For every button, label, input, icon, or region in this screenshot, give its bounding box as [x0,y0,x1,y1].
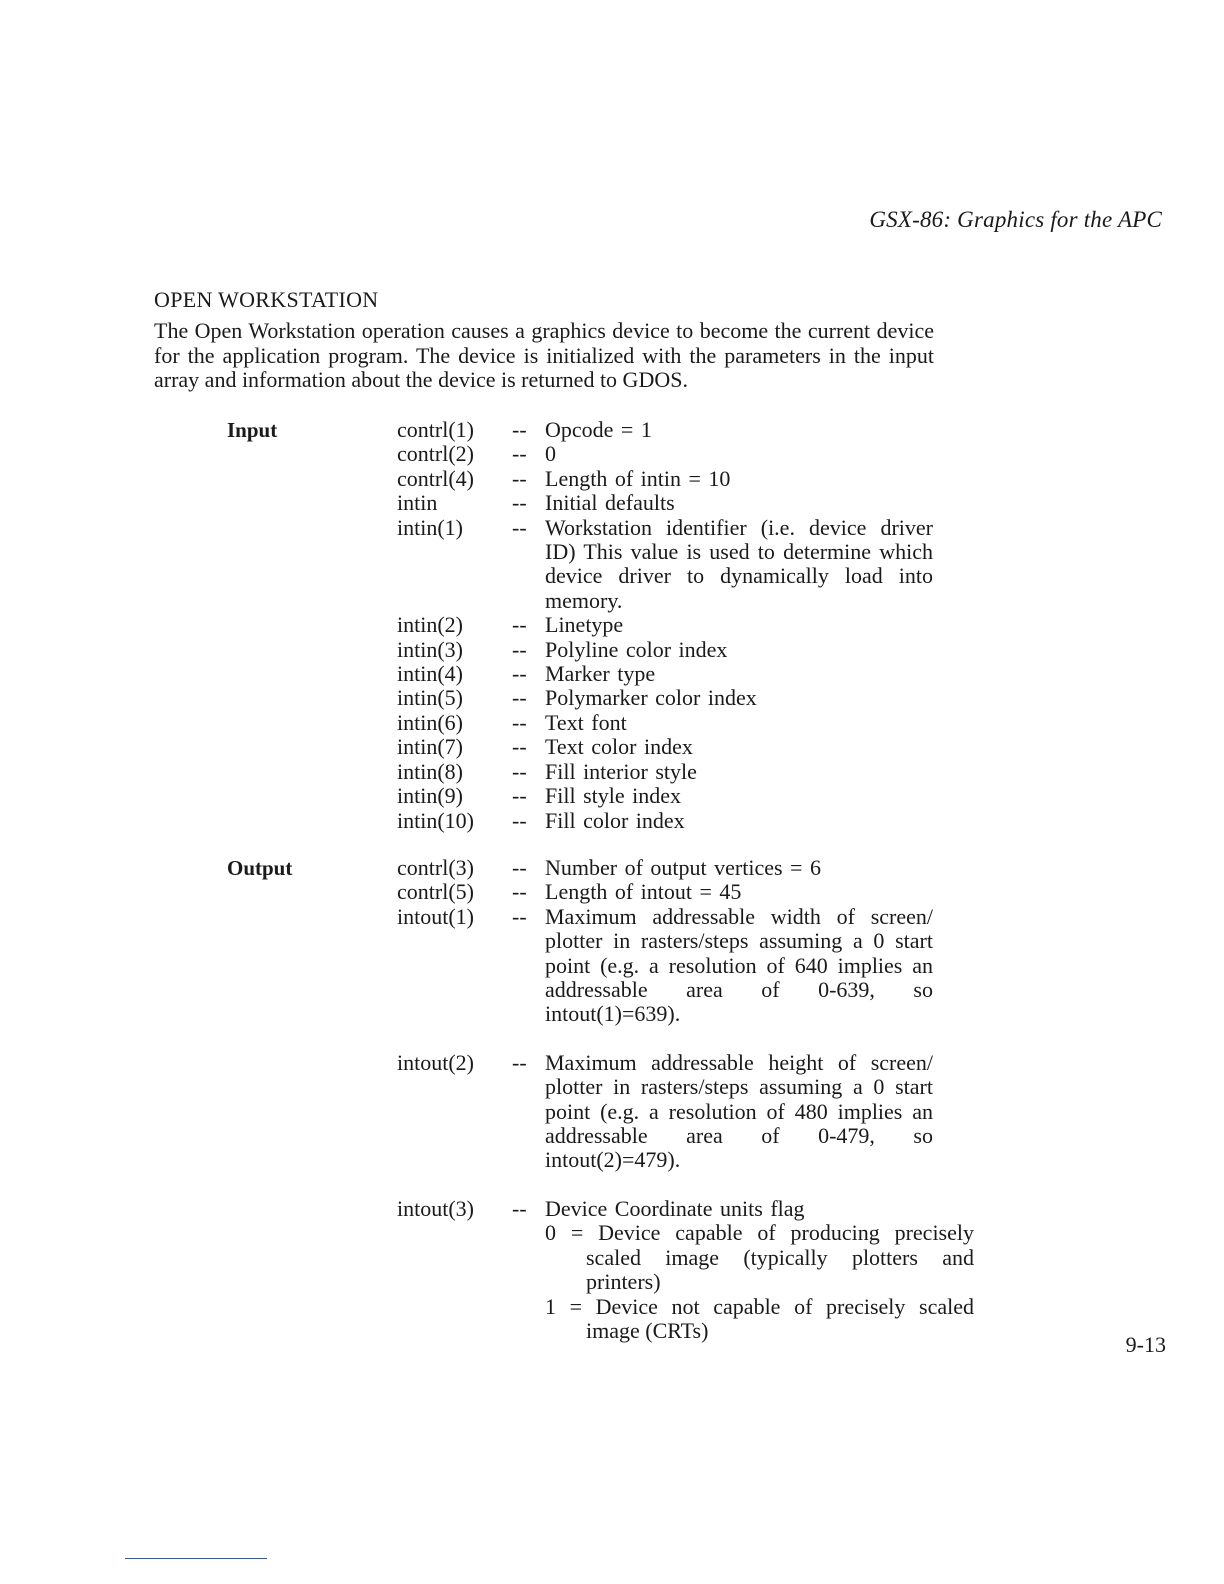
param-description: Fill interior style [545,758,697,784]
param-dash: -- [512,417,527,442]
param-row [0,905,1224,1027]
param-description: Marker type [545,661,656,687]
param-description: Fill style index [545,783,681,809]
param-row [0,784,1224,808]
flag-option: 0 = Device capable of producing precisely scaled image (typically plotters and printers) [545,1220,974,1295]
param-dash: -- [512,1195,527,1221]
param-name: contrl(4) [397,465,474,491]
param-row [0,760,1224,784]
param-name: intin(8) [397,758,463,784]
param-description: Length of intout = 45 [545,879,742,905]
param-dash: -- [512,636,527,662]
param-row [0,735,1224,759]
param-description: Polyline color index [545,636,728,662]
param-dash: -- [512,441,527,467]
param-name: intin(1) [397,514,463,540]
param-dash: -- [512,514,527,540]
param-dash: -- [512,807,527,833]
param-row [0,613,1224,637]
param-name: contrl(3) [397,855,474,880]
param-row [0,491,1224,515]
param-row [0,1197,1224,1221]
param-dash: -- [512,783,527,809]
param-row [0,638,1224,662]
param-description: Polymarker color index [545,685,757,711]
param-description: Device Coordinate units flag [545,1195,805,1221]
param-dash: -- [512,612,527,638]
param-dash: -- [512,758,527,784]
param-dash: -- [512,1049,527,1075]
output-parameters [0,856,1224,1343]
param-description: Workstation identifier (i.e. device driver ID) This value is used to determine which device driver to dynamically load into memory. [545,514,933,613]
page-number: 9-13 [1125,1332,1166,1357]
param-row [0,880,1224,904]
param-row [0,418,1224,442]
param-name: intin(4) [397,661,463,687]
param-description: Text color index [545,734,693,760]
param-dash: -- [512,661,527,687]
param-name: intin(6) [397,709,463,735]
param-description: Number of output vertices = 6 [545,855,821,880]
param-dash: -- [512,855,527,880]
param-name: intout(2) [397,1049,474,1075]
param-dash: -- [512,685,527,711]
input-parameters [0,418,1224,833]
param-name: intin(3) [397,636,463,662]
param-name: contrl(2) [397,441,474,467]
param-name: intin(9) [397,783,463,809]
param-dash: -- [512,903,527,929]
param-name: intout(3) [397,1195,474,1221]
param-description: 0 [545,441,556,467]
param-dash: -- [512,734,527,760]
running-header: GSX-86: Graphics for the APC [869,207,1162,232]
input-label: Input [227,418,278,442]
param-dash: -- [512,879,527,905]
param-row [0,711,1224,735]
param-row [0,662,1224,686]
param-description: Length of intin = 10 [545,465,731,491]
param-dash: -- [512,490,527,516]
param-dash: -- [512,465,527,491]
intro-paragraph: The Open Workstation operation causes a graphics device to become the current device for the application program. The device is initialized with the parameters in the input array and information about the device is returned to GDOS. [154,318,934,392]
flag-option: 1 = Device not capable of precisely scaled image (CRTs) [545,1293,974,1343]
param-name: intin(2) [397,612,463,638]
param-row [0,442,1224,466]
param-row [0,467,1224,491]
param-description: Opcode = 1 [545,417,652,442]
bottom-rule [125,1558,267,1559]
param-description: Fill color index [545,807,685,833]
param-dash: -- [512,709,527,735]
param-description: Text font [545,709,627,735]
param-name: intin(10) [397,807,474,833]
param-name: contrl(5) [397,879,474,905]
output-label: Output [227,856,293,880]
section-title: OPEN WORKSTATION [154,287,379,312]
param-row [0,1051,1224,1173]
param-description: Maximum addressable height of screen/ plotter in rasters/steps assuming a 0 start point (e.g. a resolution of 480 implies an addressable area of 0-479, so intout(2)=479). [545,1049,933,1173]
param-row [0,686,1224,710]
param-description: Maximum addressable width of screen/ plotter in rasters/steps assuming a 0 start point (e.g. a resolution of 640 implies an addressable area of 0-639, so intout(1)=639). [545,903,933,1027]
param-name: intin(5) [397,685,463,711]
param-row [0,516,1224,614]
param-row [0,809,1224,833]
param-name: contrl(1) [397,417,474,442]
param-name: intin [397,490,438,516]
param-description: Linetype [545,612,624,638]
param-row [0,856,1224,880]
param-name: intout(1) [397,903,474,929]
param-description: Initial defaults [545,490,675,516]
param-name: intin(7) [397,734,463,760]
